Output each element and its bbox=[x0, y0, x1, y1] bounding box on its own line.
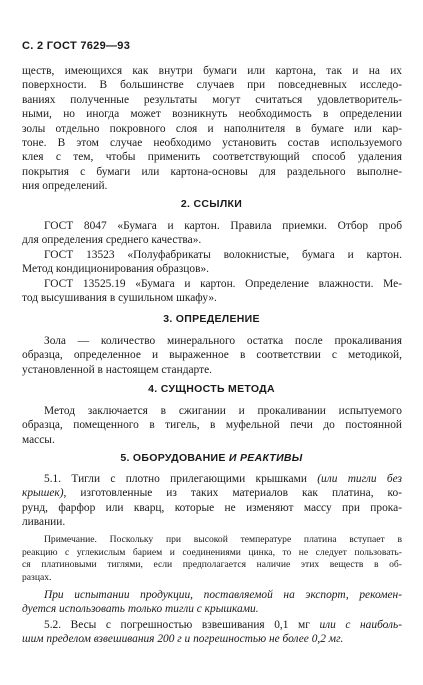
text-line: поверхности. В большинстве случаев при повседневных исследо- bbox=[22, 79, 402, 92]
text-line: дуется использовать только тигли с крышками. bbox=[22, 603, 259, 616]
note-line: Примечание. Поскольку при высокой температуре платина вступает в bbox=[44, 534, 402, 545]
text-segment: , изготовленные из таких материалов как платина, ко- bbox=[63, 487, 402, 500]
note-line: разцах. bbox=[22, 571, 52, 583]
text-line: образца, помещенного в тигель, в муфельной печи до постоянной bbox=[22, 419, 402, 432]
text-line: рунд, фарфор или кварц, которые не изменяют массу при прока- bbox=[22, 501, 402, 514]
heading-main: 5. ОБОРУДОВАНИЕ bbox=[120, 452, 226, 464]
text-segment: 5.1. Тигли с плотно прилегающими крышками bbox=[44, 473, 318, 485]
text-line: Зола — количество минерального остатка после прокаливания bbox=[44, 335, 402, 347]
intro-paragraph bbox=[22, 64, 402, 194]
text-line: ществ, имеющихся как внутри бумаги или картона, так и на их bbox=[22, 65, 402, 77]
italic-segment: (или тигли без bbox=[317, 473, 402, 485]
definition-paragraph bbox=[22, 334, 402, 377]
text-line: клея с тем, чтобы применить соответствующий способ удаления bbox=[22, 151, 402, 164]
section-heading-equipment bbox=[0, 452, 423, 464]
note-paragraph bbox=[22, 534, 402, 584]
note-line: реакцию с углекислым барием и соединениями цинка, то не следует пользовать- bbox=[22, 546, 402, 558]
reference-line: ГОСТ 8047 «Бумага и картон. Правила приемки. Отбор проб bbox=[44, 220, 402, 232]
reference-line: ГОСТ 13523 «Полуфабрикаты волокнистые, бумага и картон. bbox=[44, 248, 402, 261]
section-heading-references: 2. ССЫЛКИ bbox=[180, 198, 243, 210]
reference-line: ГОСТ 13525.19 «Бумага и картон. Определение влажности. Ме- bbox=[44, 277, 402, 290]
reference-line: Метод кондиционирования образцов». bbox=[22, 263, 209, 276]
text-line: ния определений. bbox=[22, 180, 108, 193]
page-header: С. 2 ГОСТ 7629—93 bbox=[22, 40, 131, 52]
text-line: ными, но иногда может возникнуть необходимость в определении bbox=[22, 108, 402, 121]
text-segment: 5.2. Весы с погрешностью взвешивания 0,1 мг bbox=[44, 619, 320, 631]
section-heading-definition: 3. ОПРЕДЕЛЕНИЕ bbox=[163, 313, 260, 325]
text-line: покрытия с бумаги или картона-основы для раздельного выполне- bbox=[22, 165, 402, 178]
text-line: образца, определенное и выраженное в соответствии с методикой, bbox=[22, 349, 402, 362]
text-line: При испытании продукции, поставляемой на экспорт, рекомен- bbox=[44, 589, 402, 601]
section-heading-method: 4. СУЩНОСТЬ МЕТОДА bbox=[148, 383, 275, 395]
text-line: установленной в настоящем стандарте. bbox=[22, 363, 212, 376]
clause-5-1 bbox=[22, 472, 402, 530]
text-line bbox=[22, 618, 402, 632]
clause-5-2 bbox=[22, 618, 402, 647]
reference-line: для определения среднего качества». bbox=[22, 234, 202, 247]
text-line: тоне. В этом случае необходимо установить состав используемого bbox=[22, 137, 402, 150]
note-line: ся платиновыми тиглями, если предполагается наличие этих веществ в об- bbox=[22, 559, 402, 571]
reference-line: тод высушивания в сушильном шкафу». bbox=[22, 292, 217, 305]
text-line: Метод заключается в сжигании и прокаливании испытуемого bbox=[44, 405, 402, 417]
text-line: массы. bbox=[22, 433, 55, 446]
heading-italic: И РЕАКТИВЫ bbox=[228, 452, 303, 464]
text-line: шим пределом взвешивания 200 г и погрешностью не более 0,2 мг. bbox=[22, 633, 344, 646]
text-line bbox=[22, 486, 402, 500]
text-line: ваниях полученные результаты могут считаться удовлетворитель- bbox=[22, 93, 402, 106]
method-paragraph bbox=[22, 404, 402, 447]
text-line: ливании. bbox=[22, 516, 66, 529]
text-line bbox=[22, 472, 402, 486]
text-line: золы отдельно покровного слоя и наполнителя в бумаге или кар- bbox=[22, 122, 402, 135]
italic-segment: крышек) bbox=[22, 487, 64, 500]
italic-segment: или с наиболь- bbox=[319, 619, 402, 631]
export-paragraph bbox=[22, 588, 402, 617]
references-list bbox=[22, 219, 402, 305]
